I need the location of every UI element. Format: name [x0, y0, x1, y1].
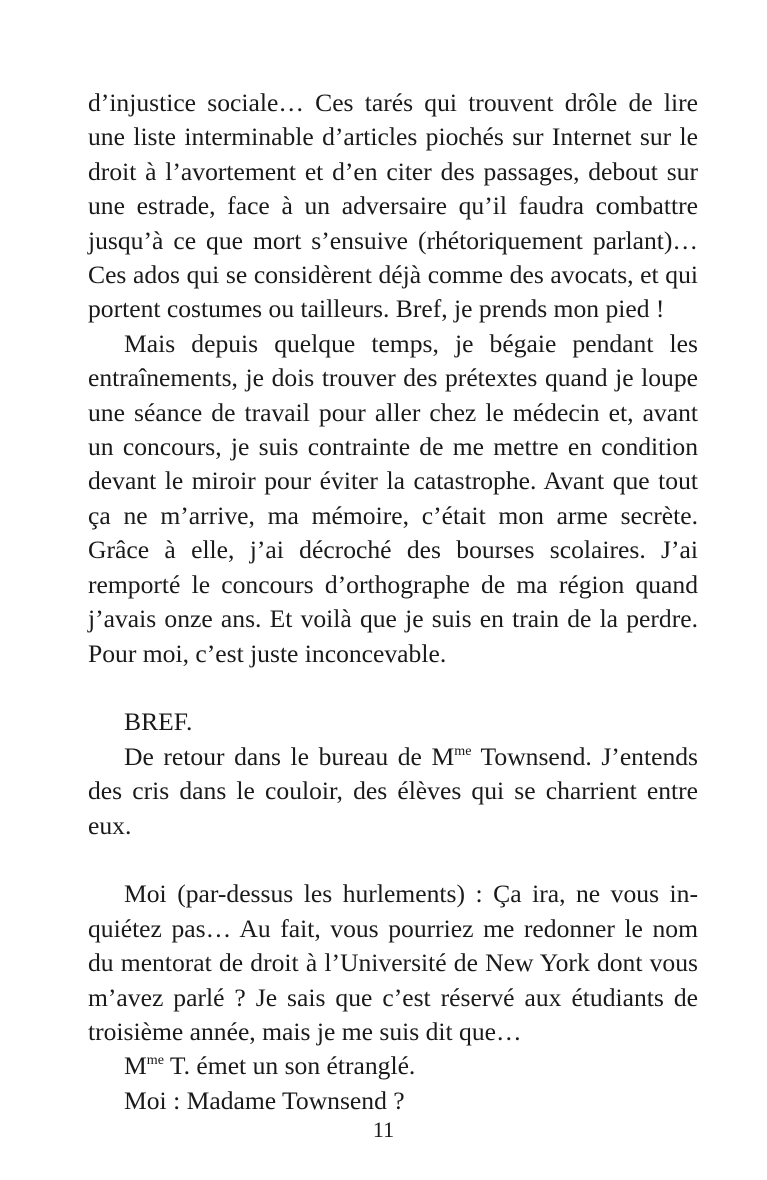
page-number: 11: [372, 1117, 395, 1142]
paragraph-dialogue-mme-t: [88, 1049, 698, 1083]
paragraph-dialogue-question: Moi : Madame Townsend ?: [124, 1085, 405, 1115]
paragraph-dialogue-moi: Moi (par-dessus les hurlements) : Ça ira, ne vous inquiétez pas… Au fait, vous pourriez me redonner le nom du mentorat de droit à l’Université de New York dont vous m’avez parlé ? Je sais que c’est réservé aux étudiants de troisième année, mais je me suis dit que…: [88, 879, 698, 1046]
paragraph-bref: BREF.: [124, 707, 193, 737]
title-abbreviation: me: [454, 742, 472, 759]
mme-t-text-end: T. émet un son étranglé.: [163, 1051, 416, 1081]
paragraph-office: [88, 740, 698, 843]
page-body: [88, 86, 698, 1118]
paragraph-continuation: d’injustice sociale… Ces tarés qui trouvent drôle de lire une liste interminable d’articles piochés sur Internet sur le droit à l’avortement et d’en citer des passages, debout sur une estrade, face à un adversaire qu’il faudra combattre jusqu’à ce que mort s’ensuive (rhétoriquement parlant)… Ces ados qui se considèrent déjà comme des avocats, et qui portent costumes ou tailleurs. Bref, je prends mon pied !: [88, 88, 698, 324]
paragraph-memory: Mais depuis quelque temps, je bégaie pendant les entraînements, je dois trouver des prétextes quand je loupe une séance de travail pour aller chez le médecin et, avant un concours, je suis contrainte de me mettre en condition devant le miroir pour éviter la catastrophe. Avant que tout ça ne m’arrive, ma mémoire, c’était mon arme secrète. Grâce à elle, j’ai décroché des bourses scolaires. J’ai remporté le concours d’orthographe de ma région quand j’avais onze ans. Et voilà que je suis en train de la perdre. Pour moi, c’est juste inconcevable.: [88, 328, 698, 668]
title-abbreviation: me: [146, 1052, 164, 1069]
office-text-end: Townsend. J’entends des cris dans le couloir, des élèves qui se charrient entre eux.: [88, 741, 699, 840]
office-text-start: De retour dans le bureau de M: [124, 741, 455, 771]
mme-t-text-start: M: [124, 1051, 147, 1081]
